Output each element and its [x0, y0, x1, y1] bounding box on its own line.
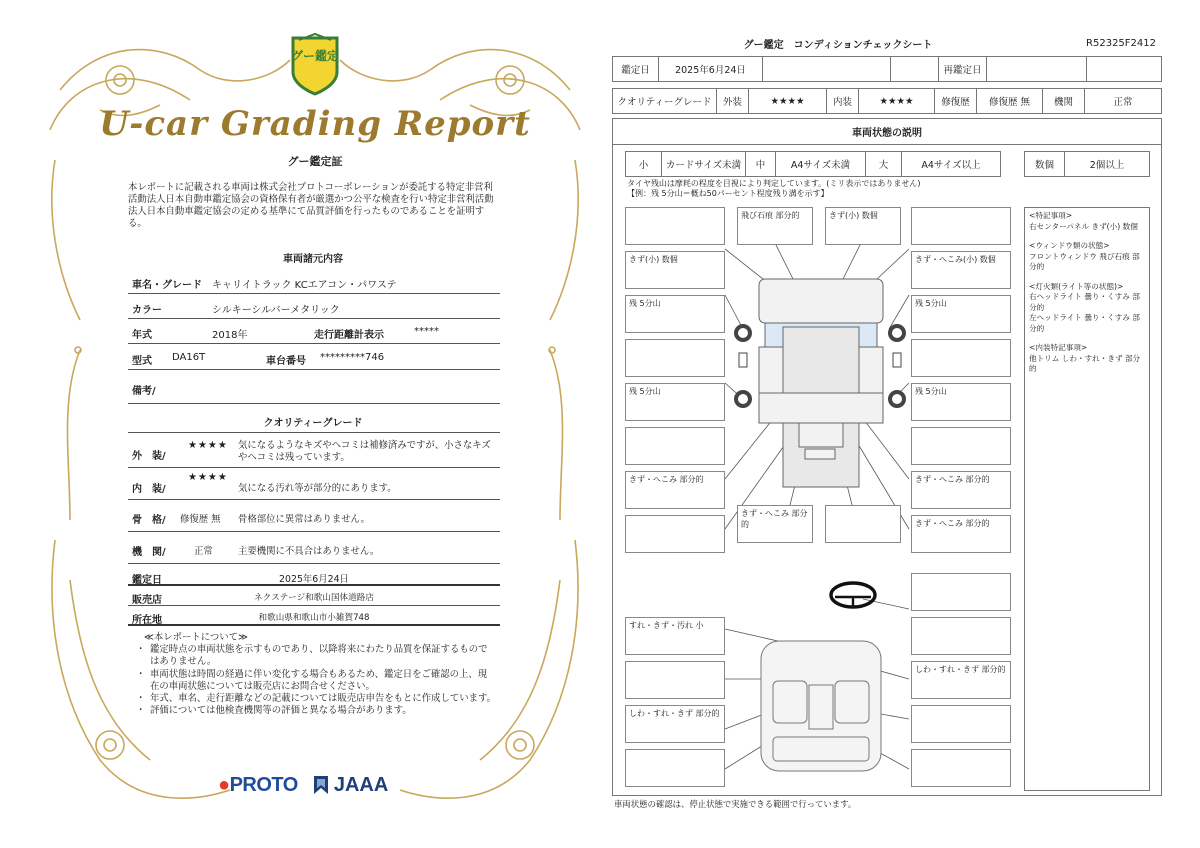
appraisal-date-row [128, 564, 500, 586]
special-remarks [1024, 207, 1150, 791]
quality-exterior-stars: ★★★★ [188, 440, 228, 451]
int-value: ★★★★ [859, 89, 935, 113]
condition-box: きず・へこみ 部分的 [737, 505, 813, 543]
quality-interior-stars: ★★★★ [188, 472, 228, 483]
quality-interior-text: 気になる汚れ等が部分的にあります。 [238, 483, 397, 494]
qty-value: 2個以上 [1089, 160, 1125, 171]
proto-logo [218, 774, 298, 797]
spec-odometer-label: 走行距離計表示 [314, 330, 384, 341]
interior-box [625, 661, 725, 699]
goo-kantei-badge [285, 32, 345, 98]
spec-remarks-label: 備考/ [132, 386, 156, 397]
reappraisal-value [987, 57, 1087, 81]
remarks-text: フロントウィンドウ 飛び石痕 部分的 [1029, 251, 1140, 271]
ext-value: ★★★★ [749, 89, 827, 113]
sheet-title: グー鑑定 コンディションチェックシート [743, 40, 933, 51]
dealer-value: ネクステージ和歌山国体道路店 [254, 593, 374, 603]
interior-box [911, 573, 1011, 611]
condition-box: 残 5分山 [911, 383, 1011, 421]
condition-box: きず(小) 数個 [825, 207, 901, 245]
sheet-footer-note: 車両状態の確認は、停止状態で実施できる範囲で行っています。 [614, 799, 857, 809]
jaaa-mark-icon [312, 774, 330, 796]
spec-color-label: カラー [132, 305, 162, 316]
interior-box [911, 705, 1011, 743]
spec-row-name [128, 270, 500, 294]
quality-row-engine [128, 532, 500, 564]
quality-section-title: クオリティーグレード [263, 418, 363, 429]
quality-engine-text: 主要機関に不具合はありません。 [238, 546, 380, 557]
badge-text: グー鑑定 [290, 49, 340, 63]
interior-box [911, 749, 1011, 787]
certificate-body: 本レポートに記載される車両は株式会社プロトコーポレーションが委託する特定非営利活動法人日本自動車鑑定協会の資格保有者が厳選かつ公平な検査を行い特定非営利活動法人日本自動車鑑定協会の定める基準にて品質評価を行ったものであることを証明する。 [128, 182, 494, 229]
condition-box: きず・へこみ 部分的 [625, 471, 725, 509]
date-blank [763, 57, 891, 81]
footer-logos [218, 772, 388, 798]
repair-label: 修復歴 [935, 89, 977, 113]
note-item: ・ 鑑定時点の車両状態を示すものであり、以降将来にわたり品質を保証するものではありません。 [136, 644, 496, 668]
remarks-text: 他トリム しわ・すれ・きず 部分的 [1029, 353, 1141, 373]
engine-label: 機関 [1043, 89, 1085, 113]
sheet-code: R52325F2412 [1086, 38, 1156, 49]
dealer-row [128, 586, 500, 606]
condition-check-sheet [612, 30, 1164, 820]
remarks-text: 右ヘッドライト 曇り・くすみ 部分的 [1029, 292, 1140, 312]
remarks-heading: <ウィンドウ類の状態> [1029, 241, 1110, 250]
interior-box [911, 617, 1011, 655]
spec-model-label: 型式 [132, 356, 152, 367]
ext-label: 外装 [717, 89, 749, 113]
condition-box [911, 207, 1011, 245]
int-label: 内装 [827, 89, 859, 113]
spec-chassis-value: *********746 [320, 352, 385, 363]
condition-box: 残 5分山 [911, 295, 1011, 333]
interior-box: すれ・きず・汚れ 小 [625, 617, 725, 655]
spec-row-remarks [128, 370, 500, 404]
condition-box: きず・へこみ(小) 数個 [911, 251, 1011, 289]
condition-box: 残 5分山 [625, 383, 725, 421]
size-mid-desc: A4サイズ未満 [776, 152, 866, 176]
quality-frame-value: 修復歴 無 [180, 514, 221, 525]
spec-row-year [128, 319, 500, 344]
quality-frame-label: 骨 格/ [132, 515, 166, 526]
interior-box: しわ・すれ・きず 部分的 [625, 705, 725, 743]
jaaa-logo [312, 774, 388, 797]
qty-label: 数個 [1025, 152, 1065, 176]
quality-row-frame [128, 500, 500, 532]
certificate-title: グー鑑定証 [287, 155, 343, 168]
quality-engine-label: 機 関/ [132, 547, 166, 558]
condition-box: きず・へこみ 部分的 [911, 515, 1011, 553]
grade-grid [612, 88, 1162, 114]
spec-year-value: 2018年 [212, 330, 248, 341]
tire-note-line-2: 【例：残 5分山＝概ね50パーセント程度残り溝を示す】 [627, 189, 829, 198]
appraisal-date-label: 鑑定日 [132, 575, 162, 586]
reappraisal-blank-a [891, 57, 939, 81]
address-value: 和歌山県和歌山市小雑賀748 [258, 613, 370, 623]
appraisal-date-value: 2025年6月24日 [279, 574, 349, 585]
engine-value: 正常 [1113, 97, 1133, 108]
size-large-desc: A4サイズ以上 [921, 160, 981, 171]
proto-logo-text: PROTO [229, 773, 298, 796]
condition-box [625, 427, 725, 465]
condition-box [625, 339, 725, 377]
reappraisal-label: 再鑑定日 [939, 57, 987, 81]
grading-report [40, 20, 590, 820]
spec-model-value: DA16T [172, 352, 206, 363]
quality-exterior-text: 気になるようなキズやヘコミは補修済みですが、小さなキズやヘコミは残っています。 [238, 440, 491, 463]
condition-box: 残 5分山 [625, 295, 725, 333]
size-mid: 中 [746, 152, 776, 176]
dealer-label: 販売店 [132, 595, 162, 606]
remarks-text: 右センターパネル きず(小) 数個 [1029, 221, 1138, 231]
date-label: 鑑定日 [613, 57, 659, 81]
steering-wheel-icon [831, 583, 875, 607]
address-label: 所在地 [132, 615, 162, 626]
interior-box [625, 749, 725, 787]
quality-row-exterior [128, 432, 500, 468]
spec-year-label: 年式 [132, 330, 152, 341]
quality-frame-text: 骨格部位に異常はありません。 [238, 514, 370, 525]
report-notes [136, 632, 496, 717]
spec-row-model [128, 344, 500, 370]
size-small-desc: カードサイズ未満 [662, 152, 746, 176]
reappraisal-blank-b [1087, 57, 1161, 81]
grade-label: クオリティーグレード [613, 89, 717, 113]
size-small: 小 [626, 152, 662, 176]
condition-box [825, 505, 901, 543]
spec-color-value: シルキーシルバーメタリック [212, 305, 340, 316]
remarks-heading: <内装特記事項> [1029, 343, 1088, 352]
condition-box: きず・へこみ 部分的 [911, 471, 1011, 509]
interior-box: しわ・すれ・きず 部分的 [911, 661, 1011, 699]
vehicle-condition-panel [612, 118, 1162, 796]
repair-value: 修復歴 無 [977, 89, 1043, 113]
quality-row-interior [128, 468, 500, 500]
remarks-text: 左ヘッドライト 曇り・くすみ 部分的 [1029, 313, 1140, 333]
condition-box [911, 427, 1011, 465]
note-item: ・ 車両状態は時間の経過に伴い変化する場合もあるため、鑑定日をご確認の上、現在の車両状態については販売店にお問合せください。 [136, 669, 496, 693]
condition-box: きず(小) 数個 [625, 251, 725, 289]
spec-name-value: キャリイトラック KCエアコン・パワステ [212, 280, 397, 291]
remarks-heading: <特記事項> [1029, 211, 1073, 220]
condition-box [625, 207, 725, 245]
condition-box: 飛び石痕 部分的 [737, 207, 813, 245]
cabin-interior-view [761, 641, 881, 771]
jaaa-logo-text: JAAA [333, 773, 389, 796]
quality-exterior-label: 外 装/ [132, 451, 166, 462]
size-large: 大 [866, 152, 902, 176]
condition-box [911, 339, 1011, 377]
truck-top-view [759, 279, 883, 487]
note-item: ・ 評価については他検査機関等の評価と異なる場合があります。 [136, 705, 496, 717]
spec-name-label: 車名・グレード [132, 280, 202, 291]
report-script-title: U-car Grading Report [99, 104, 531, 144]
quality-interior-label: 内 装/ [132, 484, 166, 495]
quantity-legend [1024, 151, 1150, 177]
spec-row-color [128, 294, 500, 319]
address-row [128, 606, 500, 626]
spec-odometer-value: ***** [414, 326, 439, 337]
proto-mark-icon: ● [218, 773, 230, 796]
panel-title: 車両状態の説明 [613, 119, 1161, 145]
appraisal-date-grid [612, 56, 1162, 82]
spec-chassis-label: 車台番号 [266, 356, 306, 367]
quality-engine-value: 正常 [194, 546, 213, 557]
remarks-heading: <灯火類(ライト等の状態)> [1029, 281, 1124, 291]
date-value: 2025年6月24日 [659, 57, 763, 81]
condition-box [625, 515, 725, 553]
notes-heading: ≪本レポートについて≫ [144, 632, 248, 643]
tire-note-line-1: タイヤ残山は摩耗の程度を目視により判定しています。(ミリ表示ではありません) [627, 179, 921, 188]
specs-section-title: 車両諸元内容 [283, 254, 343, 265]
note-item: ・ 年式、車名、走行距離などの記載については販売店申告をもとに作成しています。 [136, 693, 496, 705]
